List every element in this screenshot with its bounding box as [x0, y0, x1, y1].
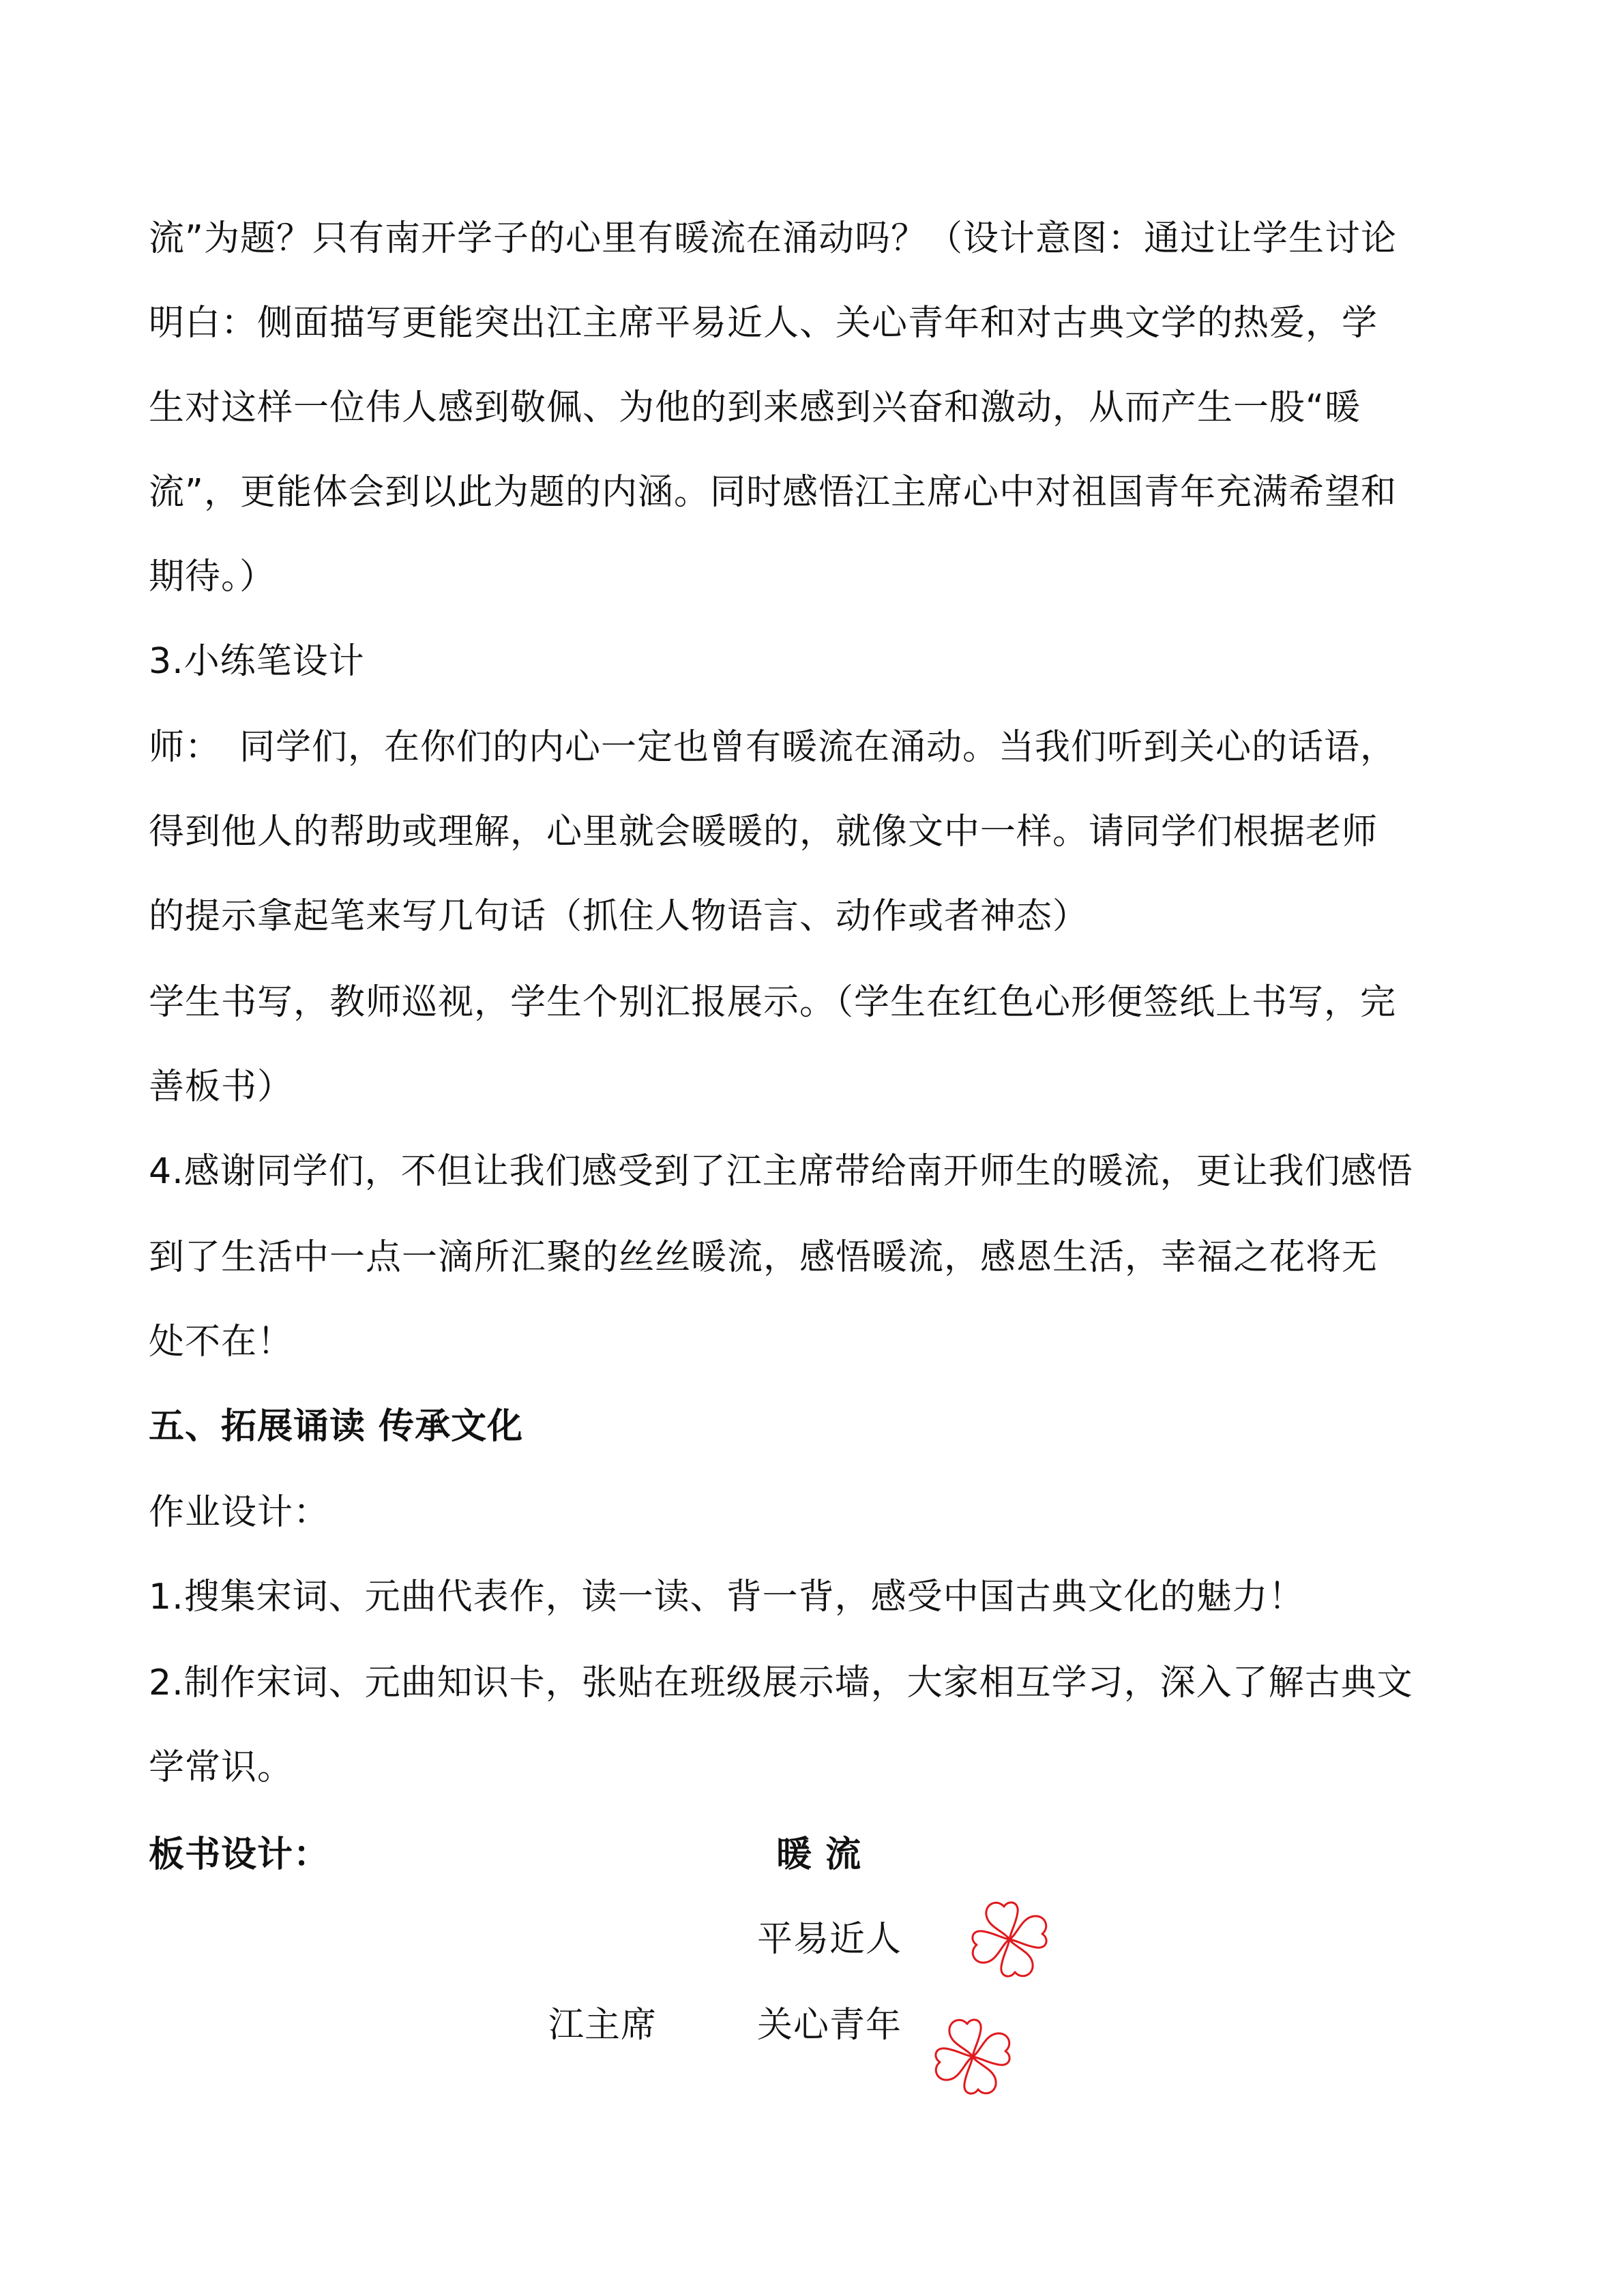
paragraph-line-10: 学生书写，教师巡视，学生个别汇报展示。（学生在红色心形便签纸上书写，完 [149, 982, 1397, 1023]
paragraph-line-4: 流”，更能体会到以此为题的内涵。同时感悟江主席心中对祖国青年充满希望和 [149, 472, 1397, 513]
paragraph-line-11: 善板书） [149, 1067, 294, 1107]
paragraph-line-2: 明白：侧面描写更能突出江主席平易近人、关心青年和对古典文学的热爱，学 [149, 303, 1378, 344]
paragraph-line-1: 流”为题？只有南开学子的心里有暖流在涌动吗？（设计意图：通过让学生讨论 [149, 218, 1397, 259]
section-heading: 五、拓展诵读 传承文化 [149, 1406, 524, 1447]
paragraph-line-9: 的提示拿起笔来写几句话（抓住人物语言、动作或者神态） [149, 896, 1089, 937]
paragraph-line-8: 得到他人的帮助或理解，心里就会暖暖的，就像文中一样。请同学们根据老师 [149, 811, 1378, 852]
homework-item-1: 1.搜集宋词、元曲代表作，读一读、背一背，感受中国古典文化的魅力！ [149, 1577, 1305, 1617]
paragraph-line-13: 到了生活中一点一滴所汇聚的丝丝暖流，感悟暖流，感恩生活，幸福之花将无 [149, 1237, 1378, 1278]
paragraph-line-7: 师： 同学们，在你们的内心一定也曾有暖流在涌动。当我们听到关心的话语， [149, 727, 1397, 768]
board-item-care-youth: 关心青年 [757, 2005, 902, 2046]
homework-item-2-cont: 学常识。 [149, 1747, 294, 1788]
board-item-approachable: 平易近人 [757, 1919, 902, 1960]
four-heart-clover-icon [925, 2009, 1020, 2104]
homework-item-2: 2.制作宋词、元曲知识卡，张贴在班级展示墙，大家相互学习，深入了解古典文 [149, 1663, 1413, 1703]
homework-label: 作业设计： [149, 1492, 330, 1533]
board-design-label: 板书设计： [149, 1834, 330, 1875]
paragraph-line-12: 4.感谢同学们，不但让我们感受到了江主席带给南开师生的暖流，更让我们感悟 [149, 1151, 1413, 1192]
four-heart-clover-icon [962, 1892, 1057, 1987]
paragraph-line-14: 处不在！ [149, 1322, 294, 1362]
board-subject: 江主席 [548, 2005, 658, 2046]
paragraph-line-3: 生对这样一位伟人感到敬佩、为他的到来感到兴奋和激动，从而产生一股“暖 [149, 387, 1361, 428]
board-title: 暖 流 [776, 1834, 862, 1875]
section-3-title: 3.小练笔设计 [149, 641, 365, 682]
paragraph-line-5: 期待。） [149, 556, 276, 597]
